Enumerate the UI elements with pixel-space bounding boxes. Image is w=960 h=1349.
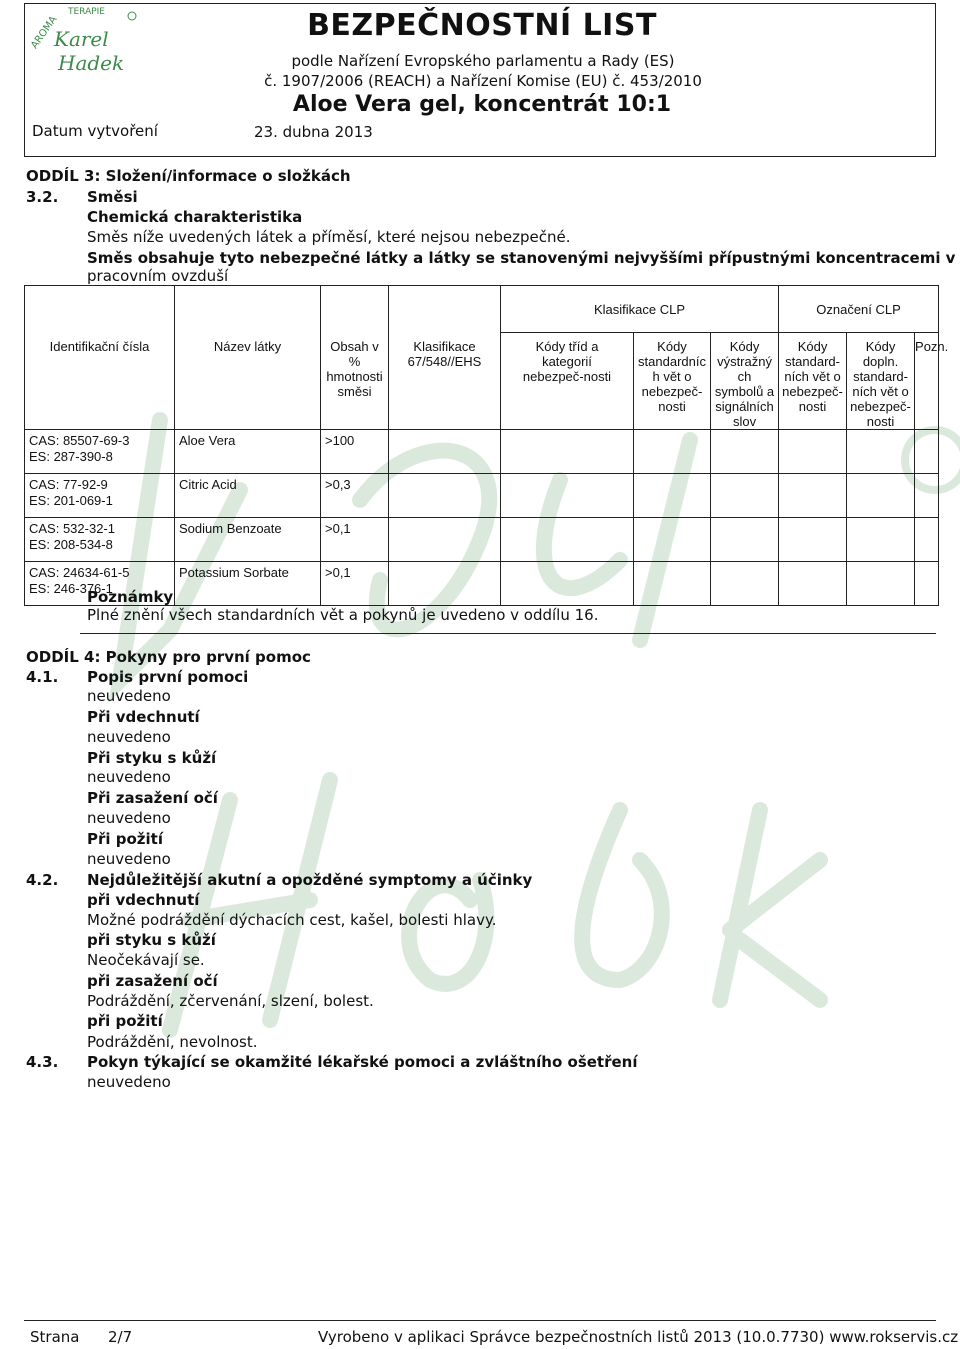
document-title: BEZPEČNOSTNÍ LIST: [307, 8, 657, 43]
s42-skin-heading: při styku s kůží: [87, 931, 216, 949]
section4-2-title: Nejdůležitější akutní a opožděné symptomy a účinky: [87, 871, 533, 889]
header-line: Kódy: [865, 339, 896, 354]
col-ehs: [389, 333, 501, 430]
header-line: kategorií: [542, 354, 592, 369]
empty-cell: [501, 562, 634, 606]
id-cell: [25, 430, 175, 474]
section4-1-number: 4.1.: [26, 668, 59, 686]
empty-cell: [915, 562, 939, 606]
header-line: nosti: [658, 399, 686, 414]
inhalation-text: neuvedeno: [87, 728, 171, 746]
empty-cell: [915, 474, 939, 518]
header-line: směsi: [337, 383, 372, 399]
content-cell: >100: [321, 430, 389, 474]
header-line: nebezpeč-: [641, 384, 703, 399]
name-cell: Sodium Benzoate: [175, 518, 321, 562]
header-line: slov: [732, 414, 757, 429]
es-number: ES: 287-390-8: [29, 449, 113, 464]
empty-cell: [847, 518, 915, 562]
column-header-row: [25, 333, 939, 430]
header-line: standard-: [853, 369, 908, 384]
content-cell: >0,1: [321, 562, 389, 606]
header-line: Obsah v: [330, 338, 379, 354]
col-std: [779, 333, 847, 430]
s43-text: neuvedeno: [87, 1073, 171, 1091]
empty-cell: [711, 518, 779, 562]
table-row: [25, 518, 939, 562]
empty-cell: [711, 430, 779, 474]
header-line: standard-: [785, 354, 840, 369]
date-label: Datum vytvoření: [32, 122, 158, 140]
es-number: ES: 246-376-1: [29, 581, 113, 596]
col-note: Pozn.: [915, 333, 939, 430]
s42-ingestion-text: Podráždění, nevolnost.: [87, 1033, 258, 1051]
empty-cell: [389, 518, 501, 562]
cas-number: CAS: 532-32-1: [29, 521, 115, 536]
table-row: [25, 474, 939, 518]
svg-text:TERAPIE: TERAPIE: [68, 7, 105, 17]
group-header-row: [25, 286, 939, 333]
header-line: Kódy: [657, 339, 687, 354]
header-line: signálních: [715, 399, 774, 414]
header-line: ních vět o: [852, 384, 909, 399]
chem-char-text: Směs níže uvedených látek a příměsí, které nejsou nebezpečné.: [87, 228, 571, 246]
empty-cell: [634, 518, 711, 562]
section4-heading: ODDÍL 4: Pokyny pro první pomoc: [26, 648, 311, 666]
watermark-stroke: [582, 810, 662, 980]
eye-heading: Při zasažení očí: [87, 789, 218, 807]
header-line: Klasifikace: [413, 338, 476, 354]
s41-text: neuvedeno: [87, 687, 171, 705]
cas-number: CAS: 77-92-9: [29, 477, 108, 492]
header-line: symbolů a: [714, 384, 775, 399]
empty-cell: [634, 474, 711, 518]
col-hcodes: [634, 333, 711, 430]
name-cell: Aloe Vera: [175, 430, 321, 474]
s42-skin-text: Neočekávají se.: [87, 951, 205, 969]
empty-cell: [389, 430, 501, 474]
svg-text:AROMA: AROMA: [29, 14, 60, 51]
empty-cell: [779, 430, 847, 474]
header-line: ních vět o: [784, 369, 841, 384]
name-cell: Citric Acid: [175, 474, 321, 518]
header-line: hmotnosti: [326, 368, 383, 384]
s42-eye-text: Podráždění, zčervenání, slzení, bolest.: [87, 992, 374, 1010]
header-line: %: [348, 353, 361, 369]
empty-cell: [711, 474, 779, 518]
watermark-stroke: [720, 810, 820, 1000]
contains-line-1: Směs obsahuje tyto nebezpečné látky a látky se stanovenými nejvyššími přípustnými koncentracemi v: [87, 249, 956, 267]
section3-2-title: Směsi: [87, 188, 138, 206]
footer-divider: [24, 1320, 936, 1321]
regulation-line-2: č. 1907/2006 (REACH) a Nařízení Komise (EU) č. 453/2010: [264, 72, 702, 90]
empty-cell: [501, 474, 634, 518]
empty-cell: [389, 474, 501, 518]
es-number: ES: 201-069-1: [29, 493, 113, 508]
svg-text:Karel: Karel: [54, 27, 109, 51]
empty-cell: [501, 518, 634, 562]
empty-cell: [634, 430, 711, 474]
s42-inhalation-heading: při vdechnutí: [87, 891, 200, 909]
company-logo: [28, 6, 142, 88]
footer-page-label: Strana: [30, 1328, 80, 1346]
es-number: ES: 208-534-8: [29, 537, 113, 552]
id-cell: [25, 518, 175, 562]
s42-eye-heading: při zasažení očí: [87, 972, 218, 990]
header-line: výstražný: [717, 354, 772, 369]
header-line: dopln.: [862, 354, 899, 369]
s42-inhalation-text: Možné podráždění dýchacích cest, kašel, bolesti hlavy.: [87, 911, 497, 929]
eye-text: neuvedeno: [87, 809, 171, 827]
page-footer: [0, 1320, 960, 1349]
section3-heading: ODDÍL 3: Složení/informace o složkách: [26, 167, 351, 185]
empty-cell: [779, 562, 847, 606]
content-cell: >0,3: [321, 474, 389, 518]
notes-text: Plné znění všech standardních vět a pokynů je uvedeno v oddílu 16.: [87, 606, 599, 624]
header-line: nebezpeč-nosti: [522, 369, 612, 384]
header-line: nosti: [798, 399, 827, 414]
empty-cell: [711, 562, 779, 606]
table-row: [25, 430, 939, 474]
cas-number: CAS: 24634-61-5: [29, 565, 130, 580]
composition-table: [24, 285, 949, 606]
section4-2-number: 4.2.: [26, 871, 59, 889]
chem-char-heading: Chemická charakteristika: [87, 208, 303, 226]
header-line: h vět o: [652, 369, 692, 384]
empty-cell: [779, 518, 847, 562]
empty-cell: [389, 562, 501, 606]
col-id: Identifikační čísla: [25, 333, 175, 430]
col-name: Název látky: [175, 333, 321, 430]
col-content: [321, 333, 389, 430]
watermark-stroke: [409, 880, 486, 984]
footer-page-number: 2/7: [108, 1328, 133, 1346]
header-line: nosti: [866, 414, 895, 429]
name-cell: Potassium Sorbate: [175, 562, 321, 606]
header-line: Kódy tříd a: [535, 339, 599, 354]
ingestion-heading: Při požití: [87, 830, 163, 848]
section4-3-title: Pokyn týkající se okamžité lékařské pomoci a zvláštního ošetření: [87, 1053, 638, 1071]
col-classes: [501, 333, 634, 430]
empty-cell: [915, 430, 939, 474]
content-cell: >0,1: [321, 518, 389, 562]
header-line: standardníc: [638, 354, 706, 369]
regulation-line-1: podle Nařízení Evropského parlamentu a Rady (ES): [291, 52, 675, 70]
date-value: 23. dubna 2013: [254, 123, 373, 141]
group-klasifikace: Klasifikace CLP: [501, 286, 779, 333]
footer-made-by: Vyrobeno v aplikaci Správce bezpečnostních listů 2013 (10.0.7730) www.rokservis.cz: [318, 1328, 959, 1346]
empty-cell: [847, 562, 915, 606]
empty-cell: [634, 562, 711, 606]
section3-2-number: 3.2.: [26, 188, 59, 206]
id-cell: [25, 474, 175, 518]
section4-3-number: 4.3.: [26, 1053, 59, 1071]
col-symbols: [711, 333, 779, 430]
s42-ingestion-heading: při požití: [87, 1012, 163, 1030]
inhalation-heading: Při vdechnutí: [87, 708, 200, 726]
empty-cell: [915, 518, 939, 562]
header-line: ch: [737, 369, 752, 384]
header-line: Kódy: [729, 339, 760, 354]
contains-line-2: pracovním ovzduší: [87, 267, 229, 285]
skin-text: neuvedeno: [87, 768, 171, 786]
header-line: nebezpeč-: [850, 399, 911, 414]
header-line: nebezpeč-: [782, 384, 843, 399]
header-line: 67/548//EHS: [407, 353, 482, 369]
section-divider: [80, 633, 936, 634]
empty-cell: [847, 430, 915, 474]
skin-heading: Při styku s kůží: [87, 749, 217, 767]
product-name: Aloe Vera gel, koncentrát 10:1: [292, 92, 672, 117]
group-oznaceni: Označení CLP: [779, 286, 939, 333]
col-suppl: [847, 333, 915, 430]
svg-text:Hadek: Hadek: [58, 51, 125, 75]
empty-cell: [847, 474, 915, 518]
ingestion-text: neuvedeno: [87, 850, 171, 868]
cas-number: CAS: 85507-69-3: [29, 433, 130, 448]
header-line: Kódy: [797, 339, 828, 354]
notes-heading: Poznámky: [87, 588, 174, 606]
empty-cell: [501, 430, 634, 474]
empty-cell: [779, 474, 847, 518]
section4-1-title: Popis první pomoci: [87, 668, 249, 686]
